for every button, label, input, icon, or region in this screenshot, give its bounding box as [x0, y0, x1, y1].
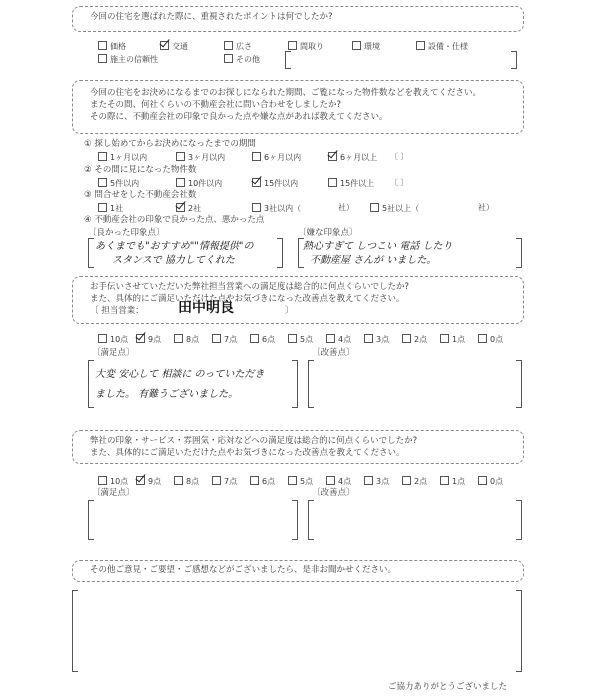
- companies-option-2[interactable]: 2社: [176, 203, 201, 214]
- companies-unit-1: 社）: [338, 203, 354, 212]
- period-option-3[interactable]: 6ヶ月以内: [252, 152, 301, 163]
- question-3-line-1: お手伝いさせていただいた弊社担当営業への満足度は総合的に何点くらいでしたか?: [90, 282, 410, 292]
- bad-impression-label: 〔嫌な印象点〕: [298, 228, 358, 238]
- q3-score-0[interactable]: 0点: [478, 334, 503, 345]
- footer-thanks: ご協力ありがとうございました: [388, 682, 508, 692]
- period-title: ① 探し始めてからお決めになったまでの期間: [84, 139, 256, 149]
- period-bracket[interactable]: 〔 〕: [390, 152, 409, 161]
- question-4-line-2: また、具体的にご満足いただけた点やお気づきになった改善点を教えてください。: [90, 448, 405, 458]
- checkbox[interactable]: [288, 334, 297, 343]
- q4-score-3[interactable]: 3点: [364, 476, 389, 487]
- checkbox[interactable]: [402, 476, 411, 485]
- bad-impression-line-1: 熱心すぎて しつこい 電話 したり: [303, 241, 453, 252]
- checkbox[interactable]: [212, 334, 221, 343]
- q3-score-2[interactable]: 2点: [402, 334, 427, 345]
- q4-score-7[interactable]: 7点: [212, 476, 237, 487]
- q4-satisfied-label: 〔満足点〕: [92, 488, 135, 498]
- good-impression-label: 〔良かった印象点〕: [88, 228, 165, 238]
- checkbox[interactable]: [288, 476, 297, 485]
- q3-improve-label: 〔改善点〕: [312, 348, 355, 358]
- q4-score-5[interactable]: 5点: [288, 476, 313, 487]
- companies-unit-2: 社）: [478, 203, 494, 212]
- checkbox[interactable]: [352, 41, 361, 50]
- checkbox-checked[interactable]: [136, 476, 145, 485]
- question-1-text: 今回の住宅を選ばれた際に、重視されたポイントは何でしたか?: [90, 12, 333, 22]
- checkbox[interactable]: [288, 41, 297, 50]
- good-impression-line-1: あくまでも"おすすめ""情報提供"の: [95, 241, 254, 252]
- q4-score-4[interactable]: 4点: [326, 476, 351, 487]
- checkbox[interactable]: [478, 334, 487, 343]
- companies-option-3[interactable]: 3社以内（: [252, 203, 301, 214]
- question-2-line-3: その際に、不動産会社の印象で良かった点や嫌な点があれば教えてください。: [90, 112, 388, 122]
- checkbox[interactable]: [212, 476, 221, 485]
- checkbox[interactable]: [252, 203, 261, 212]
- checkbox[interactable]: [328, 178, 337, 187]
- q3-satisfied-label: 〔満足点〕: [92, 348, 135, 358]
- checkbox[interactable]: [98, 41, 107, 50]
- good-impression-line-2: スタンスで 協力してくれた: [112, 255, 235, 266]
- checkbox[interactable]: [440, 334, 449, 343]
- checkbox[interactable]: [326, 476, 335, 485]
- checkbox[interactable]: [174, 476, 183, 485]
- q4-score-8[interactable]: 8点: [174, 476, 199, 487]
- checkbox[interactable]: [250, 334, 259, 343]
- checkbox-checked[interactable]: [328, 152, 337, 161]
- q1-option-other[interactable]: その他: [224, 54, 260, 65]
- q4-score-6[interactable]: 6点: [250, 476, 275, 487]
- q1-other-field[interactable]: [285, 51, 517, 69]
- companies-title: ③ 問合せをした不動産会社数: [84, 190, 197, 200]
- checkbox[interactable]: [416, 41, 425, 50]
- checkbox[interactable]: [440, 476, 449, 485]
- checkbox[interactable]: [98, 178, 107, 187]
- q4-score-2[interactable]: 2点: [402, 476, 427, 487]
- q3-score-4[interactable]: 4点: [326, 334, 351, 345]
- checkbox-checked[interactable]: [160, 41, 169, 50]
- period-option-4[interactable]: 6ヶ月以上: [328, 152, 377, 163]
- viewed-option-1[interactable]: 5件以内: [98, 178, 139, 189]
- checkbox-checked[interactable]: [136, 334, 145, 343]
- checkbox[interactable]: [224, 54, 233, 63]
- q1-option-price[interactable]: 価格: [98, 41, 126, 52]
- question-2-line-1: 今回の住宅をお決めになるまでのお探しになられた期間、ご覧になった物件数などを教えてください。: [90, 88, 482, 98]
- viewed-option-2[interactable]: 10件以内: [176, 178, 222, 189]
- q3-score-10[interactable]: 10点: [98, 334, 128, 345]
- question-2-line-2: またその間、何社くらいの不動産会社に問い合わせをしましたか?: [90, 100, 342, 110]
- q1-option-size[interactable]: 広さ: [224, 41, 252, 52]
- question-3-line-2: また、具体的にご満足いただけた点やお気づきになった改善点を教えてください。: [90, 294, 405, 304]
- q3-score-1[interactable]: 1点: [440, 334, 465, 345]
- q4-satisfied-field[interactable]: [88, 500, 298, 540]
- q4-score-1[interactable]: 1点: [440, 476, 465, 487]
- q3-score-3[interactable]: 3点: [364, 334, 389, 345]
- bad-impression-line-2: 不動産屋 さんが いました。: [310, 255, 437, 266]
- checkbox[interactable]: [402, 334, 411, 343]
- question-5-text: その他ご意見・ご要望・ご感想などがございましたら、是非お聞かせください。: [90, 565, 397, 575]
- q3-improve-field[interactable]: [308, 360, 522, 408]
- q4-improve-label: 〔改善点〕: [312, 488, 355, 498]
- checkbox[interactable]: [250, 476, 259, 485]
- q5-comment-field[interactable]: [72, 590, 522, 672]
- checkbox[interactable]: [176, 178, 185, 187]
- q1-option-builder-trust[interactable]: 施主の信頼性: [98, 54, 158, 65]
- q4-score-10[interactable]: 10点: [98, 476, 128, 487]
- staff-close: 〕: [285, 306, 294, 316]
- checkbox[interactable]: [176, 152, 185, 161]
- q1-option-transport[interactable]: 交通: [160, 41, 188, 52]
- checkbox[interactable]: [252, 152, 261, 161]
- checkbox[interactable]: [370, 203, 379, 212]
- checkbox[interactable]: [98, 476, 107, 485]
- viewed-option-4[interactable]: 15件以上: [328, 178, 374, 189]
- q4-improve-field[interactable]: [308, 500, 522, 540]
- question-4-line-1: 弊社の印象・サービス・雰囲気・応対などへの満足度は総合的に何点くらいでしたか?: [90, 436, 418, 446]
- checkbox[interactable]: [364, 476, 373, 485]
- q3-score-5[interactable]: 5点: [288, 334, 313, 345]
- checkbox[interactable]: [478, 476, 487, 485]
- checkbox[interactable]: [98, 152, 107, 161]
- checkbox[interactable]: [364, 334, 373, 343]
- companies-option-4[interactable]: 5社以上（: [370, 203, 419, 214]
- q3-score-9[interactable]: 9点: [136, 334, 161, 345]
- staff-name: 田中明良: [178, 300, 234, 316]
- period-option-1[interactable]: 1ヶ月以内: [98, 152, 147, 163]
- q4-score-0[interactable]: 0点: [478, 476, 503, 487]
- q4-score-9[interactable]: 9点: [136, 476, 161, 487]
- q3-satisfied-line-1: 大変 安心して 相談に のっていただき: [95, 369, 265, 380]
- checkbox[interactable]: [224, 41, 233, 50]
- q1-option-layout[interactable]: 間取り: [288, 41, 324, 52]
- checkbox-checked[interactable]: [252, 178, 261, 187]
- q1-option-environment[interactable]: 環境: [352, 41, 380, 52]
- q3-score-8[interactable]: 8点: [174, 334, 199, 345]
- viewed-option-3[interactable]: 15件以内: [252, 178, 298, 189]
- period-option-2[interactable]: 3ヶ月以内: [176, 152, 225, 163]
- checkbox[interactable]: [326, 334, 335, 343]
- checkbox[interactable]: [98, 334, 107, 343]
- staff-label: 〔 担当営業：: [90, 306, 144, 316]
- q3-score-6[interactable]: 6点: [250, 334, 275, 345]
- checkbox[interactable]: [98, 54, 107, 63]
- impression-title: ④ 不動産会社の印象で良かった点、悪かった点: [84, 215, 265, 225]
- checkbox[interactable]: [174, 334, 183, 343]
- checkbox[interactable]: [98, 203, 107, 212]
- q3-score-7[interactable]: 7点: [212, 334, 237, 345]
- q1-option-equipment[interactable]: 設備・仕様: [416, 41, 468, 52]
- viewed-bracket[interactable]: 〔 〕: [390, 178, 409, 187]
- companies-option-1[interactable]: 1社: [98, 203, 123, 214]
- viewed-title: ② その間に見になった物件数: [84, 165, 197, 175]
- checkbox-checked[interactable]: [176, 203, 185, 212]
- q3-satisfied-line-2: ました。 有難うございました。: [95, 389, 239, 400]
